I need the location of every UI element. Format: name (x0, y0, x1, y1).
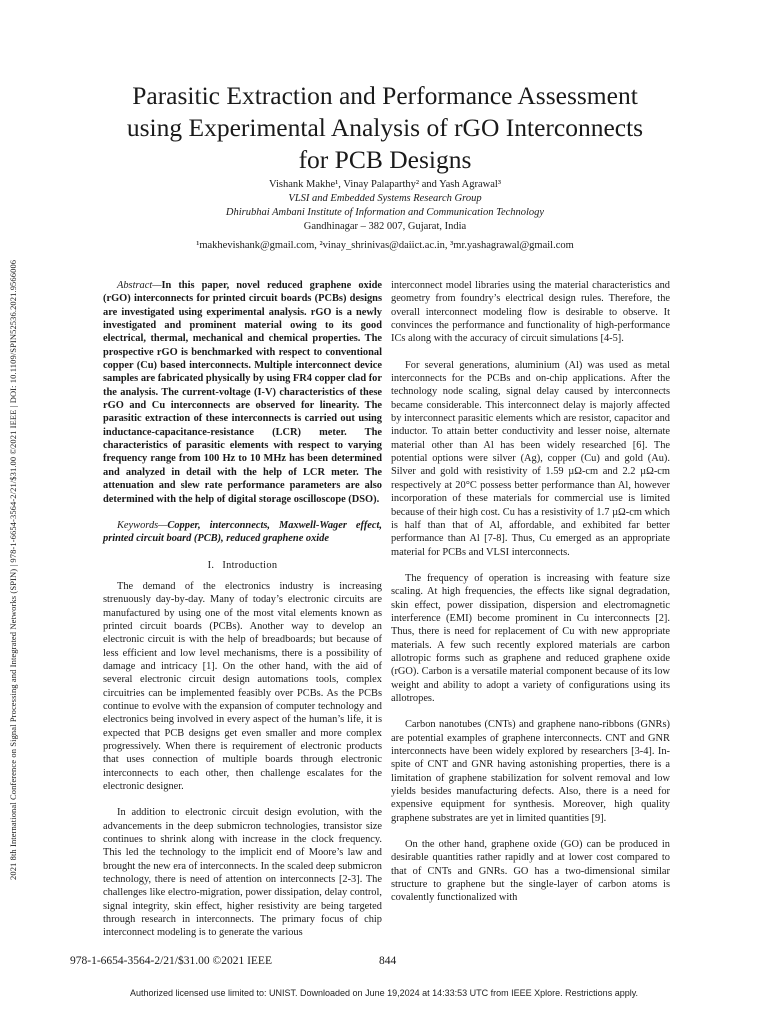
section-heading-introduction (103, 559, 382, 572)
license-notice: Authorized licensed use limited to: UNIST. Downloaded on June 19,2024 at 14:33:53 UTC from IEEE Xplore. Restrictions apply. (129, 988, 639, 998)
body-paragraph: On the other hand, graphene oxide (GO) can be produced in desirable quantities rather rapidly and at lower cost compared to that of CNTs and GNRs. GO has a two-dimensional similar structure to graphene but the single-layer of carbon atoms is covalently functionalized with (391, 839, 670, 904)
left-column (103, 279, 382, 940)
abstract-lead: Abstract— (117, 280, 162, 291)
footer-isbn: 978-1-6654-3564-2/21/$31.00 ©2021 IEEE (70, 955, 272, 967)
affiliation-address: Gandhinagar – 382 007, Gujarat, India (303, 221, 467, 232)
affiliation-institute: Dhirubhai Ambani Institute of Information and Communication Technology (225, 207, 545, 218)
keywords-lead: Keywords— (117, 519, 168, 531)
abstract-text: In this paper, novel reduced graphene oxide (rGO) interconnects for printed circuit boards (PCBs) designs are investigated using experimental analysis. rGO is a newly investigated and prominent material owing to its good electrical, thermal, mechanical and chemical properties. The prospective rGO is benchmarked with respect to conventional copper (Cu) based interconnects. Multiple interconnect device samples are fabricated physically by using FR4 copper clad for the analysis. The current-voltage (I-V) characteristics of these rGO and Cu interconnects are observed for linearity. The parasitic extraction of these interconnects is carried out using inductance-capacitance-resistance (LCR) meter. The characteristics of parasitic elements with respect to varying frequency range from 100 Hz to 10 MHz has been determined and analyzed in detail with the help of LCR meter. The attenuation and slew rate performance parameters are also determined with the help of digital storage oscilloscope (DSO). (103, 280, 382, 505)
section-title: Introduction (222, 559, 278, 571)
conference-sidebar-text: 2021 8th International Conference on Signal Processing and Integrated Networks (SPIN) | 978-1-6654-3564-2/21/$31.00 ©2021 IEEE | DOI: 10.1109/SPIN52536.2021.9566006 (8, 259, 18, 880)
author-block (100, 178, 670, 253)
title-line: Parasitic Extraction and Performance Assessment (132, 81, 638, 110)
abstract (103, 279, 382, 506)
page-number: 844 (379, 955, 397, 967)
body-paragraph: For several generations, aluminium (Al) was used as metal interconnects for the PCBs and on-chip applications. After the technology node scaling, signal delay caused by interconnects became considerable. This interconnect delay is majorly affected by interconnect parasitic elements which are resistor, capacitor and inductor. To attain better conductivity and lesser noise, alternate material other than Al has been widely researched [6]. The potential options were silver (Ag), copper (Cu) and gold (Au). Silver and gold with resistivity of 1.59 µΩ-cm and 2.2 µΩ-cm respectively at 20°C possess better performance than Al, however incorporation of these materials for commercial use is limited because of their high cost. Cu has a resistivity of 1.7 µΩ-cm which is half than that of Al, affordable, and exhibited far better performance than Al [7-8]. Thus, Cu emerged as an appropriate material for PCBs and VLSI interconnects. (391, 359, 670, 558)
keywords-text: Copper, interconnects, Maxwell-Wager effect, printed circuit board (PCB), reduced graphene oxide (103, 519, 382, 545)
keywords (103, 519, 382, 546)
affiliation-group: VLSI and Embedded Systems Research Group (288, 193, 482, 204)
paper-title (100, 80, 670, 176)
section-number: I. (207, 559, 215, 571)
title-line: using Experimental Analysis of rGO Interconnects (126, 113, 644, 142)
author-emails: ¹makhevishank@gmail.com, ²vinay_shrinivas@daiict.ac.in, ³mr.yashagrawal@gmail.com (196, 240, 574, 251)
body-paragraph: In addition to electronic circuit design evolution, with the advancements in the deep submicron technologies, transistor size continues to shrink along with increase in the clock frequency. This led the technology to the implicit end of Moore’s law and brought the new era of interconnects. In the scaled deep submicron technology, there is need of attention on interconnects [2-3]. The challenges like electro-migration, power dissipation, delay control, signal integrity, skin effect, higher resistivity are being targeted through research in interconnects. The primary focus of chip interconnect modeling is to generate the various (103, 807, 382, 939)
body-paragraph: interconnect model libraries using the material characteristics and geometry from foundry’s electrical design rules. Therefore, the overall interconnect modeling flow is desirable to observe. It convinces the performance and functionality of high-performance ICs along with the accuracy of circuit simulations [4-5]. (391, 280, 670, 345)
body-paragraph: The demand of the electronics industry is increasing strenuously day-by-day. Many of today’s electronic circuits are manufactured by using one of the most vital elements known as printed circuit boards (PCBs). Another way to develop an electronic circuit is with the help of breadboards; but because of less efficient and low level mechanisms, there is a possibility of damage and intricacy [1]. On the other hand, with the aid of several electronic circuit design automations tools, complex circuitries can be implemented feasibly over PCBs. As the PCBs continue to evolve with the expansion of computer technology and electronics being involved in every aspect of the human’s life, it is expected that PCB designs get even smaller and more complex progressively. When there is requirement of electronic products that uses connection of multiple boards through electronic interconnects to each other, then challenge escalates for the electronic designer. (103, 580, 382, 793)
author-names: Vishank Makhe¹, Vinay Palaparthy² and Yash Agrawal³ (269, 179, 501, 190)
body-paragraph: Carbon nanotubes (CNTs) and graphene nano-ribbons (GNRs) are potential examples of graphene interconnects. CNT and GNR interconnects have been widely explored by researchers [3-4]. In-spite of CNT and GNR having astonishing properties, there is a limitation of graphene stabilization for solvent removal and low yields besides manufacturing defects. Also, there is a need for expensive equipment for synthesis. Moreover, high quality graphene substrates are yet in limited quantities [9]. (391, 719, 670, 824)
body-paragraph: The frequency of operation is increasing with feature size scaling. At high frequencies, the effects like signal degradation, skin effect, power dissipation, dispersion and electromagnetic interference (EMI) become prominent in Cu interconnects [2]. Thus, there is need for replacement of Cu with new appropriate materials. A few such recently explored materials are carbon allotropic forms such as graphene and reduced graphene oxide (rGO). Carbon is a versatile material component because of its low weight and ability to adopt a variety of configurations using its allotropes. (391, 572, 670, 704)
title-line: for PCB Designs (298, 145, 472, 174)
right-column (391, 279, 670, 905)
